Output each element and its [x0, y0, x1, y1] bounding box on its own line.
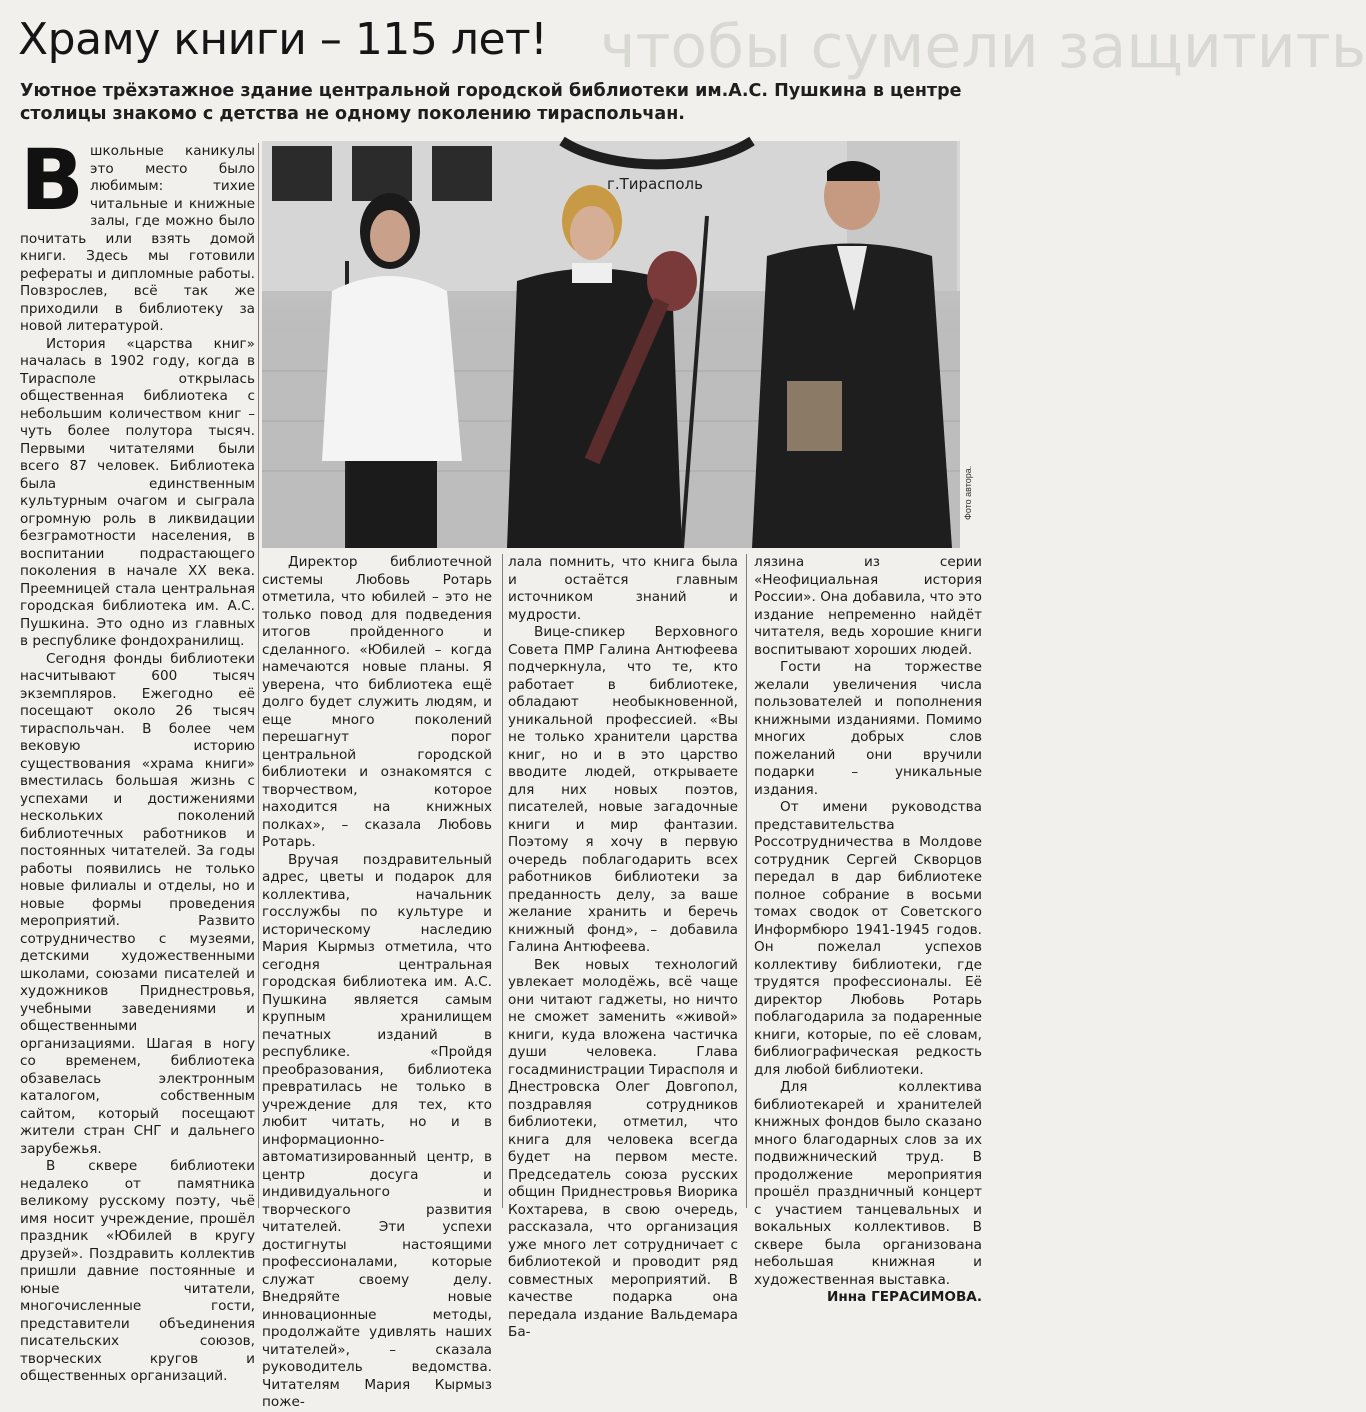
- article-photo: [262, 141, 960, 548]
- column-rule-3: [746, 554, 747, 1208]
- drop-cap: В: [20, 131, 85, 229]
- article-column-3: [508, 554, 738, 1342]
- paragraph: лязина из серии «Неофициальная история России». Она добавила, что это издание непременно найдёт читателя, ведь хорошие книги воспитывают хороших людей.: [754, 554, 982, 658]
- gift-book: [787, 381, 842, 451]
- paragraph: Для коллектива библиотекарей и хранителей книжных фондов было сказано много благодарных слов за их подвижнический труд. В продолжение мероприятия прошёл праздничный концерт с участием танцевальных и вокальных коллективов. В сквере была организована небольшая книжная и художественная выставка.: [754, 1079, 982, 1288]
- lead-paragraph: Уютное трёхэтажное здание центральной городской библиотеки им.А.С. Пушкина в центре столицы знакомо с детства не одному поколению тираспольчан.: [20, 81, 962, 124]
- emblem-text: г.Тирасполь: [607, 175, 703, 193]
- window-3: [432, 146, 492, 201]
- article-column-2: [262, 554, 492, 1412]
- article-column-1: [20, 131, 255, 1386]
- paragraph: Сегодня фонды библиотеки насчитывают 600 тысяч экземпляров. Ежегодно её посещают около 26 тысяч тираспольчан. В более чем вековую историю существования «храма книги» вместилась большая жизнь с успехами и достижениями нескольких поколений библиотечных работников и постоянных читателей. За годы работы появились не только новые филиалы и отделы, но и новые формы проведения мероприятий. Развито сотрудничество с музеями, детскими художественными школами, союзами писателей и художников Приднестровья, учебными заведениями и общественными организациями. Шагая в ногу со временем, библиотека обзавелась электронным каталогом, собственным сайтом, который посещают жители стран СНГ и дальнего зарубежья.: [20, 650, 255, 1157]
- author-signature: Инна ГЕРАСИМОВА.: [827, 1289, 982, 1305]
- photo-credit: Фото автора.: [963, 465, 973, 520]
- paragraph: Век новых технологий увлекает молодёжь, всё чаще они читают гаджеты, но ничто не сможет заменить «живой» книги, куда вложена частичка души человека. Глава госадминистрации Тирасполя и Днестровска Олег Довгопол, поздравляя сотрудников библиотеки, отметил, что книга для человека всегда будет на первом месте. Председатель союза русских общин Приднестровья Виорика Кохтарева, в свою очередь, рассказала, что организация уже много лет сотрудничает с библиотекой и проводит ряд совместных мероприятий. В качестве подарка она передала издание Вальдемара Ба-: [508, 956, 738, 1340]
- paragraph: В сквере библиотеки недалеко от памятника великому русскому поэту, чьё имя носит учреждение, прошёл праздник «Юбилей в кругу друзей». Поздравить коллектив пришли давние постоянные и юные читатели, многочисленные гости, представители объединения писательских союзов, творческих кругов и общественных организаций.: [20, 1158, 255, 1384]
- window-1: [272, 146, 332, 201]
- paragraph: школьные каникулы это место было любимым: тихие читальные и книжные залы, где можно было почитать или взять домой книги. Здесь мы готовили рефераты и дипломные работы. Повзрослев, всё так же приходили в библиотеку за новой литературой.: [20, 143, 255, 334]
- paragraph: Вручая поздравительный адрес, цветы и подарок для коллектива, начальник госслужбы по культуре и историческому наследию Мария Кырмыз отметила, что сегодня центральная городская библиотека им. А.С. Пушкина является самым крупным хранилищем печатных изданий в республике. «Пройдя преобразования, библиотека превратилась не только в учреждение для тех, кто любит читать, но и в информационно-автоматизированный центр, в центр досуга и индивидуального и творческого развития читателей. Эти успехи достигнуты настоящими профессионалами, которые служат своему делу. Внедряйте новые инновационные методы, продолжайте удивлять наших читателей», – сказала руководитель ведомства. Читателям Мария Кырмыз поже-: [262, 851, 492, 1410]
- article-column-4: [754, 554, 982, 1307]
- adjacent-headline-bleed: чтобы сумели защитить: [600, 12, 1366, 82]
- paragraph: Гости на торжестве желали увеличения числа пользователей и пополнения книжными изданиями. Помимо многих добрых слов пожеланий они вручили подарки – уникальные издания.: [754, 659, 982, 798]
- paragraph: лала помнить, что книга была и остаётся главным источником знаний и мудрости.: [508, 554, 738, 623]
- paragraph: Вице-спикер Верховного Совета ПМР Галина Антюфеева подчеркнула, что те, кто работает в библиотеке, обладают необыкновенной, уникальной профессией. «Вы не только хранители царства книг, но и в это царство вводите людей, открываете для них новых поэтов, писателей, новые загадочные книги и мир фантазии. Поэтому я хочу в первую очередь поблагодарить всех работников библиотеки за преданность делу, за ваше желание хранить и беречь книжный фонд», – добавила Галина Антюфеева.: [508, 624, 738, 955]
- paragraph: Директор библиотечной системы Любовь Ротарь отметила, что юбилей – это не только повод для подведения итогов пройденного и сделанного. «Юбилей – когда намечаются новые планы. Я уверена, что библиотека ещё долго будет служить людям, и еще много поколений перешагнут порог центральной городской библиотеки и ознакомятся с творчеством, которое находится на книжных полках», – сказала Любовь Ротарь.: [262, 554, 492, 850]
- column-rule-1: [258, 143, 259, 1208]
- photo-illustration: [262, 141, 960, 548]
- column-rule-2: [502, 554, 503, 1208]
- paragraph: История «царства книг» началась в 1902 году, когда в Тирасполе открылась общественная библиотека с небольшим количеством книг – чуть более полутора тысяч. Первыми читателями были всего 87 человек. Библиотека была единственным культурным очагом и сыграла огромную роль в ликвидации безграмотности населения, в воспитании подрастающего поколения в начале XX века. Преемницей стала центральная городская библиотека им. А.С. Пушкина. Это одно из главных в республике фондохранилищ.: [20, 335, 255, 649]
- window-2: [352, 146, 412, 201]
- paragraph: От имени руководства представительства Россотрудничества в Молдове сотрудник Сергей Скворцов передал в дар библиотеке полное собрание в восьми томах сводок от Советского Информбюро 1941-1945 годов. Он пожелал успехов коллективу библиотеки, где трудятся профессионалы. Её директор Любовь Ротарь поблагодарила за подаренные книги, которые, по её словам, библиографическая редкость для любой библиотеки.: [754, 799, 982, 1078]
- headline: Храму книги – 115 лет!: [18, 14, 548, 65]
